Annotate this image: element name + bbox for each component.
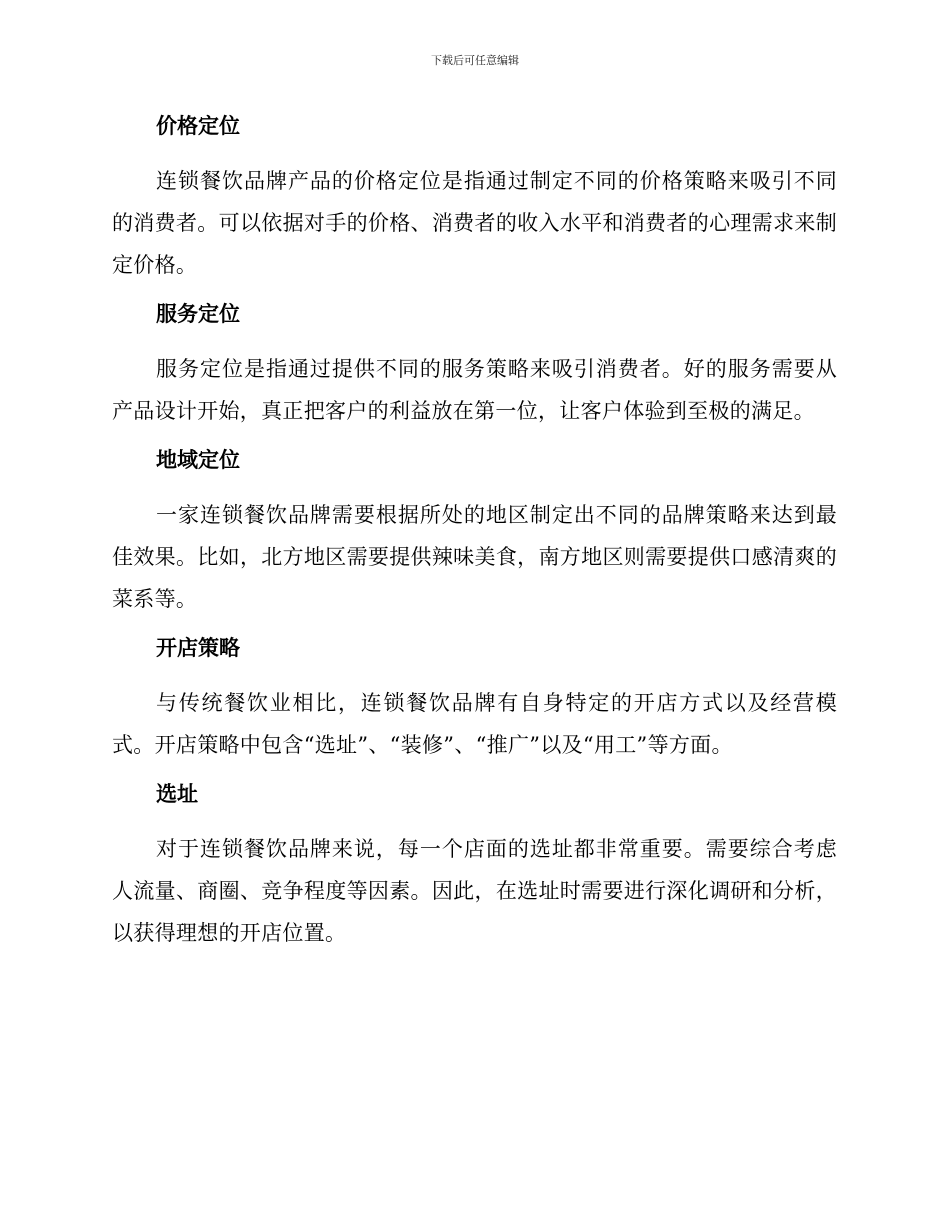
section-heading: 选址 (156, 782, 198, 806)
section-paragraph: 与传统餐饮业相比，连锁餐饮品牌有自身特定的开店方式以及经营模式。开店策略中包含“选址”、“装修”、“推广”以及“用工”等方面。 (112, 691, 837, 757)
section-service-positioning (112, 296, 837, 432)
section-price-positioning (112, 108, 837, 286)
section-site-selection (112, 776, 837, 954)
section-store-opening-strategy (112, 630, 837, 766)
section-heading: 地域定位 (156, 448, 240, 472)
section-paragraph: 连锁餐饮品牌产品的价格定位是指通过制定不同的价格策略来吸引不同的消费者。可以依据对手的价格、消费者的收入水平和消费者的心理需求来制定价格。 (112, 169, 837, 277)
section-heading: 开店策略 (156, 636, 240, 660)
section-paragraph: 对于连锁餐饮品牌来说，每一个店面的选址都非常重要。需要综合考虑人流量、商圈、竞争程度等因素。因此，在选址时需要进行深化调研和分析，以获得理想的开店位置。 (112, 837, 837, 945)
page-header: 下载后可任意编辑 (431, 54, 519, 67)
section-regional-positioning (112, 442, 837, 620)
section-paragraph: 一家连锁餐饮品牌需要根据所处的地区制定出不同的品牌策略来达到最佳效果。比如，北方地区需要提供辣味美食，南方地区则需要提供口感清爽的菜系等。 (112, 503, 837, 611)
section-heading: 价格定位 (156, 114, 240, 138)
document-body (112, 108, 837, 954)
section-heading: 服务定位 (156, 302, 240, 326)
section-paragraph: 服务定位是指通过提供不同的服务策略来吸引消费者。好的服务需要从产品设计开始，真正把客户的利益放在第一位，让客户体验到至极的满足。 (112, 357, 837, 423)
